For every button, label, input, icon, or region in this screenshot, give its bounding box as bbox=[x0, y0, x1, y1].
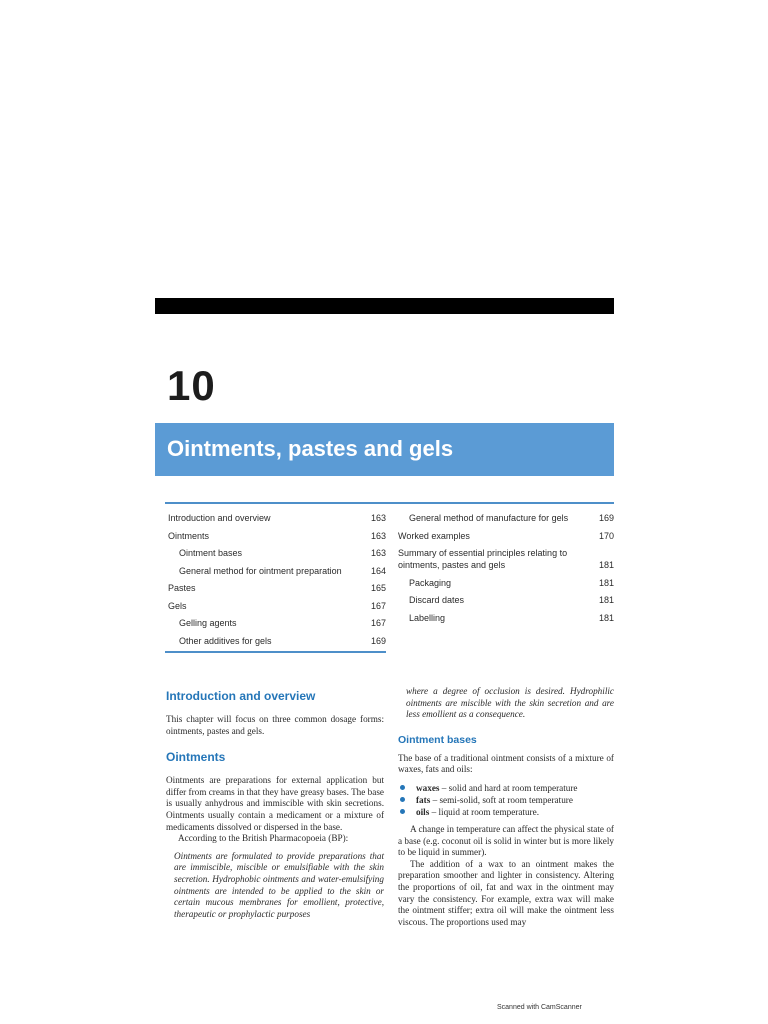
toc-entry-page: 181 bbox=[598, 560, 614, 570]
toc-entry-label: General method for ointment preparation bbox=[179, 565, 342, 576]
toc-entry-page: 165 bbox=[370, 583, 386, 593]
toc-entry bbox=[398, 512, 614, 524]
toc-entry-label: Gels bbox=[168, 600, 187, 611]
toc-entry bbox=[398, 530, 614, 542]
toc-entry-label: Packaging bbox=[409, 577, 452, 588]
toc-entry-label: Pastes bbox=[168, 583, 196, 593]
toc-entry-page: 163 bbox=[370, 530, 386, 541]
toc-entry bbox=[168, 600, 386, 612]
base-components-list bbox=[398, 782, 614, 818]
bp-quote-continued: where a degree of occlusion is desired. Hydrophilic ointments are miscible with the skin secretion and are less emollient as a consequence. bbox=[406, 686, 614, 720]
right-text-column bbox=[398, 686, 614, 928]
toc-entry bbox=[398, 594, 614, 606]
top-black-bar bbox=[155, 298, 614, 314]
toc-entry-label: Other additives for gels bbox=[179, 635, 272, 646]
toc-entry bbox=[168, 530, 386, 542]
toc-entry-label: General method of manufacture for gels bbox=[409, 513, 569, 523]
bullet-icon bbox=[400, 797, 405, 802]
toc-entry bbox=[168, 547, 386, 559]
toc-entry-label: Worked examples bbox=[398, 530, 470, 541]
toc-entry-page: 181 bbox=[598, 612, 614, 623]
toc-right-column bbox=[398, 512, 614, 629]
toc-entry-label: Gelling agents bbox=[179, 618, 237, 628]
intro-heading: Introduction and overview bbox=[166, 689, 316, 703]
toc-entry-page: 170 bbox=[598, 530, 614, 541]
ointment-bases-heading: Ointment bases bbox=[398, 733, 477, 746]
toc-entry-label: Discard dates bbox=[409, 595, 465, 605]
list-item: fats – semi-solid, soft at room temperature bbox=[398, 794, 614, 806]
toc-entry-page: 169 bbox=[598, 513, 614, 523]
toc-entry-page: 164 bbox=[370, 565, 386, 576]
toc-left-column bbox=[168, 512, 386, 652]
chapter-number: 10 bbox=[167, 362, 216, 409]
toc-entry-label: Labelling bbox=[409, 612, 446, 623]
toc-bottom-rule bbox=[165, 651, 386, 653]
toc-entry bbox=[168, 582, 386, 594]
wax-paragraph: The addition of a wax to an ointment makes the preparation smoother and lighter in consistency. Altering the proportions of oil, fat and wax in the ointment may vary the consistency. For example, extra wax will make the ointment stiffer; extra oil will make the ointment less viscous. The proportions used may bbox=[398, 858, 614, 927]
ointments-paragraph: Ointments are preparations for external application but differ from creams in that they have greasy bases. The base is usually anhydrous and immiscible with skin secretions. Ointments usually contain a medicament or a mixture of medicaments dissolved or dispersed in the base. bbox=[166, 775, 384, 832]
bp-intro: According to the British Pharmacopoeia (BP): bbox=[178, 833, 349, 844]
toc-entry-page: 163 bbox=[370, 548, 386, 558]
intro-paragraph: This chapter will focus on three common dosage forms: ointments, pastes and gels. bbox=[166, 714, 384, 736]
ointments-heading: Ointments bbox=[166, 750, 226, 765]
toc-entry-page: 167 bbox=[370, 600, 386, 611]
scanner-stamp: Scanned with CamScanner bbox=[497, 1004, 582, 1011]
toc-entry bbox=[168, 512, 386, 524]
chapter-title-band bbox=[155, 423, 614, 476]
list-item: oils – liquid at room temperature. bbox=[398, 806, 614, 818]
left-text-column bbox=[166, 688, 384, 920]
list-item: waxes – solid and hard at room temperature bbox=[398, 782, 614, 794]
toc-entry bbox=[398, 547, 614, 571]
temperature-paragraph: A change in temperature can affect the physical state of a base (e.g. coconut oil is solid in winter but is more likely to be liquid in summer). bbox=[398, 823, 614, 858]
toc-entry-label: Ointments bbox=[168, 530, 210, 541]
toc-entry-page: 181 bbox=[598, 595, 614, 605]
toc-entry bbox=[398, 577, 614, 589]
toc-entry-page: 181 bbox=[598, 577, 614, 588]
toc-entry-label: Introduction and overview bbox=[168, 513, 271, 523]
bp-quote: Ointments are formulated to provide preparations that are immiscible, miscible or emulsifiable with the skin secretion. Hydrophobic ointments and water-emulsifying ointments are intended to be applied to the skin or certain mucous membranes for emollient, protective, therapeutic or prophylactic purposes bbox=[174, 850, 384, 919]
chapter-title: Ointments, pastes and gels bbox=[167, 436, 454, 461]
toc-entry-page: 167 bbox=[370, 618, 386, 628]
toc-entry bbox=[398, 612, 614, 624]
table-of-contents bbox=[165, 502, 614, 653]
bullet-icon bbox=[400, 785, 405, 790]
toc-entry bbox=[168, 565, 386, 577]
toc-entry bbox=[168, 635, 386, 647]
toc-entry-page: 169 bbox=[370, 635, 386, 646]
ointment-bases-paragraph: The base of a traditional ointment consists of a mixture of waxes, fats and oils: bbox=[398, 752, 614, 775]
bullet-icon bbox=[400, 809, 405, 814]
toc-entry-label: Ointment bases bbox=[179, 548, 243, 558]
toc-entry-label: Summary of essential principles relating to ointments, pastes and gels bbox=[398, 548, 568, 570]
toc-entry bbox=[168, 617, 386, 629]
toc-entry-page: 163 bbox=[370, 513, 386, 523]
toc-top-rule bbox=[165, 502, 614, 504]
